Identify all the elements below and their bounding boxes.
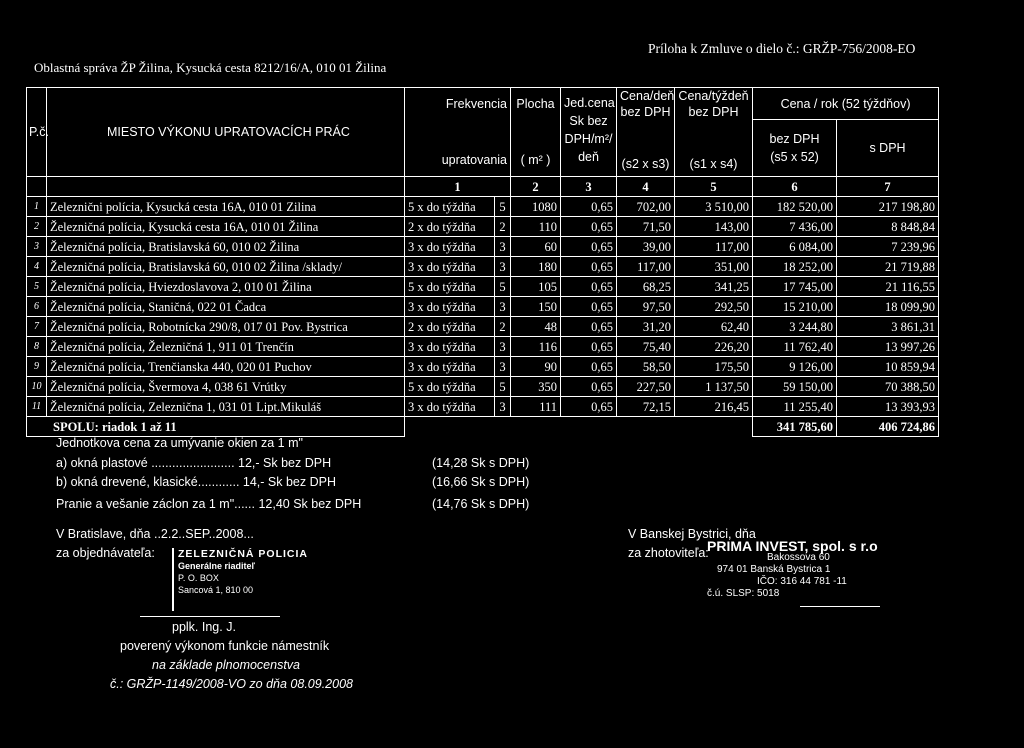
- left-authority: na základe plnomocenstva: [152, 658, 301, 672]
- header-cena-den: Cena/deň bez DPH (s2 x s3): [617, 88, 675, 177]
- row-area: 180: [511, 257, 561, 277]
- header-miesto: MIESTO VÝKONU UPRATOVACÍCH PRÁC: [47, 88, 405, 177]
- row-price-year: 11 255,40: [753, 397, 837, 417]
- row-price-week: 117,00: [675, 237, 753, 257]
- row-number: 10: [27, 377, 47, 397]
- right-role: za zhotoviteľa:: [628, 546, 709, 560]
- row-k: 3: [495, 257, 511, 277]
- total-year: 341 785,60: [753, 417, 837, 437]
- total-vat: 406 724,86: [837, 417, 939, 437]
- signature-line-right: [800, 606, 880, 607]
- row-number: 9: [27, 357, 47, 377]
- row-price-week: 62,40: [675, 317, 753, 337]
- row-price-day: 702,00: [617, 197, 675, 217]
- row-place: Železničná polícia, Železničná 1, 911 01 Trenčín: [47, 337, 405, 357]
- row-price-week: 3 510,00: [675, 197, 753, 217]
- annex-title: Príloha k Zmluve o dielo č.: GRŽP-756/2008-EO: [648, 41, 916, 56]
- row-k: 3: [495, 337, 511, 357]
- table-row: [27, 217, 939, 237]
- row-frequency: 3 x do týždňa: [405, 297, 495, 317]
- row-price-vat: 13 393,93: [837, 397, 939, 417]
- row-unit-price: 0,65: [561, 397, 617, 417]
- row-k: 5: [495, 197, 511, 217]
- row-unit-price: 0,65: [561, 297, 617, 317]
- right-place-date: V Banskej Bystrici, dňa: [628, 527, 756, 541]
- index-row: 1 2 3 4 5 6 7: [27, 177, 939, 197]
- row-place: Železničná polícia, Staničná, 022 01 Čadca: [47, 297, 405, 317]
- row-price-vat: 21 116,55: [837, 277, 939, 297]
- row-frequency: 2 x do týždňa: [405, 317, 495, 337]
- row-price-day: 39,00: [617, 237, 675, 257]
- row-unit-price: 0,65: [561, 257, 617, 277]
- row-k: 3: [495, 397, 511, 417]
- table-row: [27, 337, 939, 357]
- row-price-day: 68,25: [617, 277, 675, 297]
- note-a: a) okná plastové ........................ 12,- Sk bez DPH: [56, 456, 332, 470]
- row-price-vat: 10 859,94: [837, 357, 939, 377]
- row-price-year: 17 745,00: [753, 277, 837, 297]
- signature-line-left: [140, 616, 280, 617]
- table-row: [27, 397, 939, 417]
- row-area: 111: [511, 397, 561, 417]
- header-cena-tyzden: Cena/týždeň bez DPH (s1 x s4): [675, 88, 753, 177]
- row-k: 3: [495, 237, 511, 257]
- row-price-week: 292,50: [675, 297, 753, 317]
- row-unit-price: 0,65: [561, 317, 617, 337]
- row-area: 150: [511, 297, 561, 317]
- row-price-day: 71,50: [617, 217, 675, 237]
- row-area: 116: [511, 337, 561, 357]
- row-k: 3: [495, 297, 511, 317]
- contractor-stamp: PRIMA INVEST, spol. s r.o Bakossova 60 974 01 Banská Bystrica 1 IČO: 316 44 781 -11 č.ú. SLSP: 5018: [707, 538, 878, 599]
- left-place-date: V Bratislave, dňa ..2.2..SEP..2008...: [56, 527, 254, 541]
- row-price-year: 15 210,00: [753, 297, 837, 317]
- row-area: 90: [511, 357, 561, 377]
- row-number: 7: [27, 317, 47, 337]
- row-unit-price: 0,65: [561, 337, 617, 357]
- table-row: [27, 277, 939, 297]
- table-row: [27, 357, 939, 377]
- left-role: za objednávateľa:: [56, 546, 155, 560]
- table-row: [27, 317, 939, 337]
- row-price-vat: 21 719,88: [837, 257, 939, 277]
- row-place: Zeleznični polícia, Kysucká cesta 16A, 010 01 Zilina: [47, 197, 405, 217]
- org-title: Oblastná správa ŽP Žilina, Kysucká cesta 8212/16/A, 010 01 Žilina: [34, 60, 387, 75]
- row-place: Železničná polícia, Bratislavská 60, 010 02 Žilina /sklady/: [47, 257, 405, 277]
- row-frequency: 3 x do týždňa: [405, 337, 495, 357]
- row-place: Železničná polícia, Trenčianska 440, 020 01 Puchov: [47, 357, 405, 377]
- row-frequency: 5 x do týždňa: [405, 277, 495, 297]
- row-price-day: 75,40: [617, 337, 675, 357]
- left-ref: č.: GRŽP-1149/2008-VO zo dňa 08.09.2008: [110, 677, 353, 691]
- row-price-year: 59 150,00: [753, 377, 837, 397]
- note-b-vat: (16,66 Sk s DPH): [432, 475, 530, 489]
- row-price-year: 6 084,00: [753, 237, 837, 257]
- row-price-vat: 13 997,26: [837, 337, 939, 357]
- row-price-day: 227,50: [617, 377, 675, 397]
- total-label: SPOLU: riadok 1 až 11: [27, 417, 405, 437]
- row-price-day: 97,50: [617, 297, 675, 317]
- row-price-day: 72,15: [617, 397, 675, 417]
- row-price-day: 117,00: [617, 257, 675, 277]
- row-unit-price: 0,65: [561, 377, 617, 397]
- row-price-year: 18 252,00: [753, 257, 837, 277]
- total-row: [27, 417, 939, 437]
- table-body: [27, 197, 939, 417]
- row-price-vat: 7 239,96: [837, 237, 939, 257]
- row-unit-price: 0,65: [561, 217, 617, 237]
- row-place: Železničná polícia, Švermova 4, 038 61 Vrútky: [47, 377, 405, 397]
- header-frekvencia: Frekvencia upratovania: [405, 88, 511, 177]
- row-place: Železničná polícia, Kysucká cesta 16A, 010 01 Žilina: [47, 217, 405, 237]
- row-number: 4: [27, 257, 47, 277]
- row-number: 5: [27, 277, 47, 297]
- row-number: 6: [27, 297, 47, 317]
- row-price-vat: 8 848,84: [837, 217, 939, 237]
- customer-stamp: ZELEZNIČNÁ POLICIA Generálne riaditeľ P. O. BOX Sancová 1, 810 00: [172, 548, 348, 611]
- left-position: poverený výkonom funkcie námestník: [120, 639, 330, 653]
- row-place: Železničná polícia, Bratislavská 60, 010 02 Žilina: [47, 237, 405, 257]
- row-area: 48: [511, 317, 561, 337]
- row-number: 2: [27, 217, 47, 237]
- header-s-dph: s DPH: [837, 120, 939, 177]
- row-area: 1080: [511, 197, 561, 217]
- row-area: 110: [511, 217, 561, 237]
- note-b: b) okná drevené, klasické............ 14,- Sk bez DPH: [56, 475, 336, 489]
- row-price-week: 1 137,50: [675, 377, 753, 397]
- row-price-vat: 70 388,50: [837, 377, 939, 397]
- row-k: 2: [495, 217, 511, 237]
- notes-title: Jednotkova cena za umývanie okien za 1 m": [56, 436, 303, 450]
- row-frequency: 2 x do týždňa: [405, 217, 495, 237]
- row-frequency: 5 x do týždňa: [405, 197, 495, 217]
- row-k: 3: [495, 357, 511, 377]
- header-bez-dph: bez DPH (s5 x 52): [753, 120, 837, 177]
- row-frequency: 3 x do týždňa: [405, 257, 495, 277]
- row-unit-price: 0,65: [561, 197, 617, 217]
- row-price-year: 3 244,80: [753, 317, 837, 337]
- row-unit-price: 0,65: [561, 357, 617, 377]
- row-number: 3: [27, 237, 47, 257]
- note-c: Pranie a vešanie záclon za 1 m"...... 12,40 Sk bez DPH: [56, 497, 362, 511]
- row-unit-price: 0,65: [561, 277, 617, 297]
- row-price-vat: 217 198,80: [837, 197, 939, 217]
- row-place: Železničná polícia, Hviezdoslavova 2, 010 01 Žilina: [47, 277, 405, 297]
- row-price-day: 58,50: [617, 357, 675, 377]
- row-price-week: 175,50: [675, 357, 753, 377]
- table-row: [27, 297, 939, 317]
- row-frequency: 3 x do týždňa: [405, 357, 495, 377]
- row-place: Železničná polícia, Zeleznična 1, 031 01 Lipt.Mikuláš: [47, 397, 405, 417]
- row-price-year: 7 436,00: [753, 217, 837, 237]
- row-k: 5: [495, 377, 511, 397]
- row-frequency: 3 x do týždňa: [405, 237, 495, 257]
- row-area: 60: [511, 237, 561, 257]
- price-table: [26, 87, 939, 437]
- row-price-week: 341,25: [675, 277, 753, 297]
- row-price-year: 11 762,40: [753, 337, 837, 357]
- left-name: pplk. Ing. J.: [172, 620, 236, 634]
- row-price-week: 351,00: [675, 257, 753, 277]
- row-area: 350: [511, 377, 561, 397]
- row-price-week: 226,20: [675, 337, 753, 357]
- header-pc: P.č.: [27, 88, 47, 177]
- row-number: 11: [27, 397, 47, 417]
- row-price-vat: 18 099,90: [837, 297, 939, 317]
- row-number: 1: [27, 197, 47, 217]
- row-k: 5: [495, 277, 511, 297]
- row-unit-price: 0,65: [561, 237, 617, 257]
- table-row: [27, 197, 939, 217]
- row-price-day: 31,20: [617, 317, 675, 337]
- header-cena-rok: Cena / rok (52 týždňov): [753, 88, 939, 120]
- row-price-week: 143,00: [675, 217, 753, 237]
- row-k: 2: [495, 317, 511, 337]
- header-jedcena: Jed.cena Sk bez DPH/m²/ deň: [561, 88, 617, 177]
- row-price-week: 216,45: [675, 397, 753, 417]
- row-price-year: 182 520,00: [753, 197, 837, 217]
- row-price-year: 9 126,00: [753, 357, 837, 377]
- note-c-vat: (14,76 Sk s DPH): [432, 497, 530, 511]
- note-a-vat: (14,28 Sk s DPH): [432, 456, 530, 470]
- header-plocha: Plocha ( m² ): [511, 88, 561, 177]
- table-row: [27, 257, 939, 277]
- row-frequency: 3 x do týždňa: [405, 397, 495, 417]
- row-number: 8: [27, 337, 47, 357]
- table-row: [27, 377, 939, 397]
- row-price-vat: 3 861,31: [837, 317, 939, 337]
- row-place: Železničná polícia, Robotnícka 290/8, 017 01 Pov. Bystrica: [47, 317, 405, 337]
- table-row: [27, 237, 939, 257]
- row-area: 105: [511, 277, 561, 297]
- row-frequency: 5 x do týždňa: [405, 377, 495, 397]
